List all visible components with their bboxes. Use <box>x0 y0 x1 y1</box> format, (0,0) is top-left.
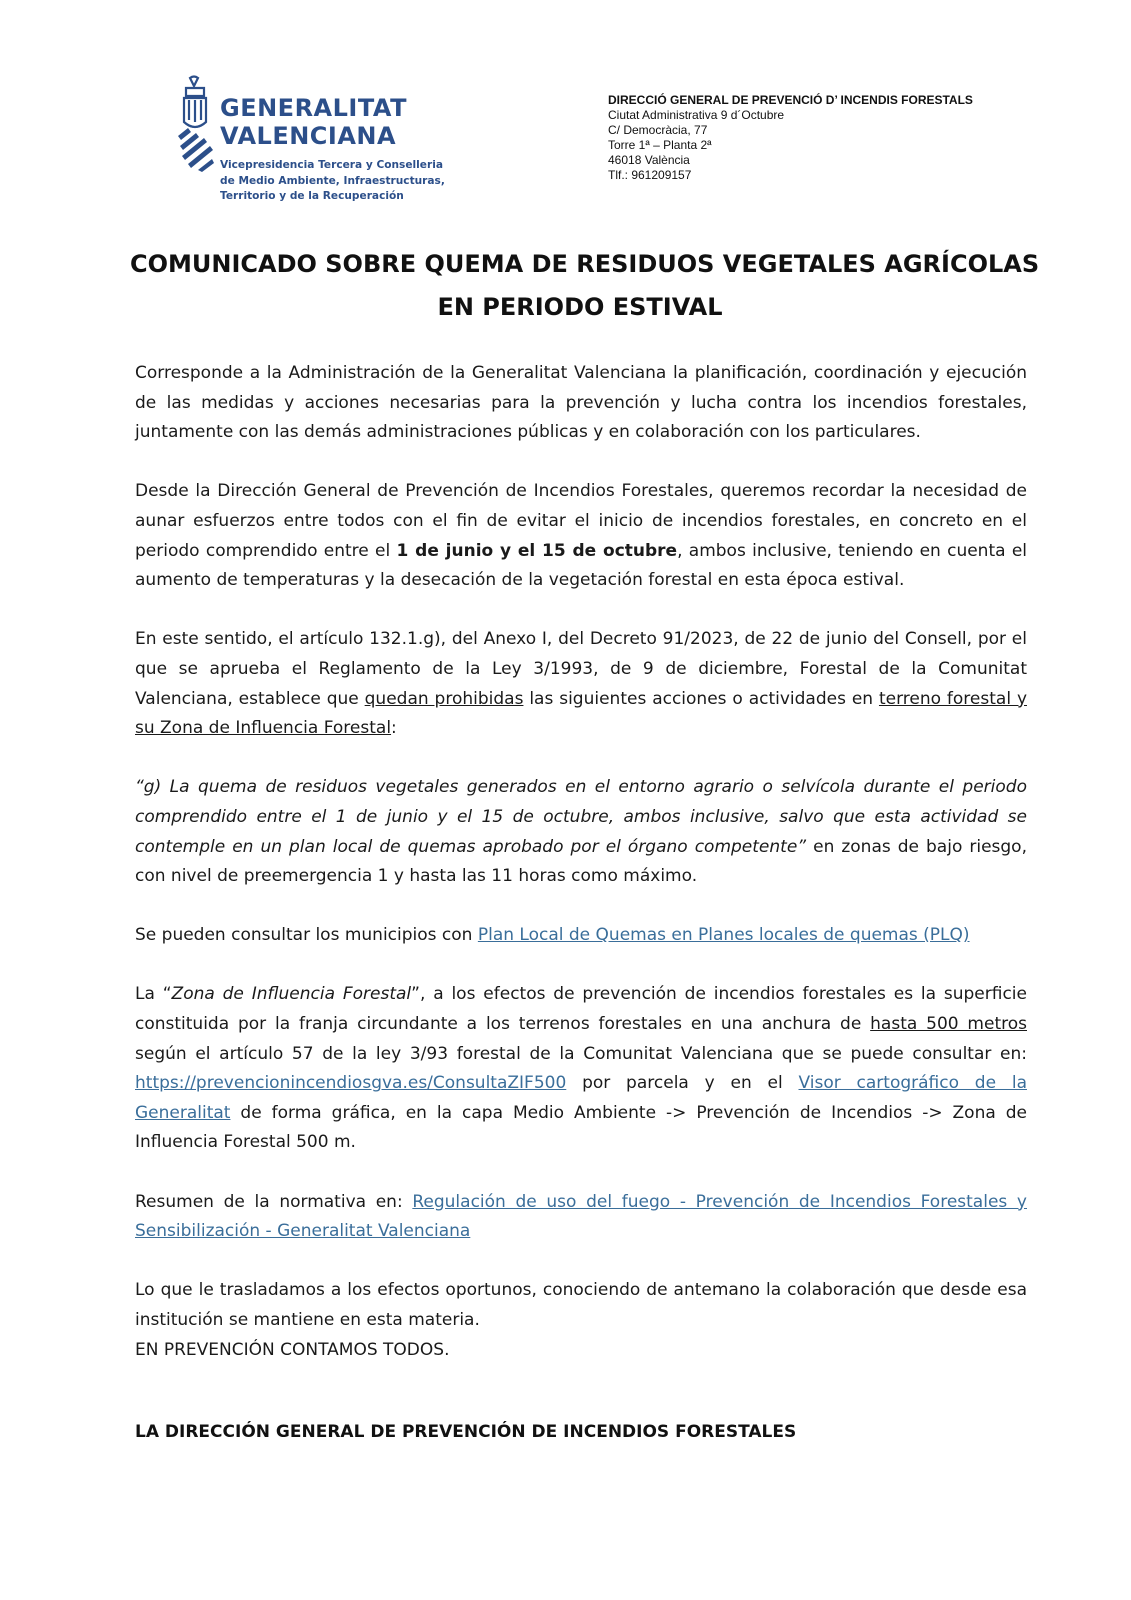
header-line5: Tlf.: 961209157 <box>608 168 692 182</box>
document-body <box>135 359 1027 1365</box>
paragraph-5 <box>135 921 1027 951</box>
logo-department <box>220 158 450 205</box>
p2-text-b: , ambos inclusive, teniendo en cuenta el aumento de temperaturas y la desecación de la vegetación forestal en esta época estival. <box>135 540 1028 591</box>
document-title <box>130 243 1040 329</box>
visor-cartografico-link[interactable]: Visor cartográfico de la Generalitat <box>135 1073 1027 1123</box>
p6-text-c: según el artículo 57 de la ley 3/93 forestal de la Comunitat Valenciana que se puede consultar en: <box>135 1043 1027 1064</box>
p3-underline-terreno: terreno forestal y su Zona de Influencia Forestal <box>135 688 1027 739</box>
paragraph-9: EN PREVENCIÓN CONTAMOS TODOS. <box>135 1339 450 1360</box>
p3-text-b: las siguientes acciones o actividades en <box>523 688 879 709</box>
regulacion-link[interactable]: Regulación de uso del fuego - Prevención de Incendios Forestales y Sensibilización - Generalitat Valenciana <box>135 1191 1027 1242</box>
logo-wordmark <box>220 94 407 150</box>
p2-text-a: Desde la Dirección General de Prevención de Incendios Forestales, queremos recordar la necesidad de aunar esfuerzos entre todos con el fin de evitar el inicio de incendios forestales, en concreto en el periodo comprendido entre el <box>135 481 1027 561</box>
p7-text: Resumen de la normativa en: <box>135 1191 413 1212</box>
header-line3: Torre 1ª – Planta 2ª <box>608 138 712 152</box>
p6-underline-500m: hasta 500 metros <box>870 1014 1027 1035</box>
paragraph-1: Corresponde a la Administración de la Generalitat Valenciana la planificación, coordinación y ejecución de las medidas y acciones necesarias para la prevención y lucha contra los incendios forestales, juntamente con las demás administraciones públicas y en colaboración con los particulares. <box>135 363 1027 443</box>
logo-name-line1: GENERALITAT <box>220 94 407 122</box>
header-line1: Ciutat Administrativa 9 d´Octubre <box>608 108 785 122</box>
signature: LA DIRECCIÓN GENERAL DE PREVENCIÓN DE INCENDIOS FORESTALES <box>135 1422 797 1442</box>
generalitat-logo <box>176 74 445 210</box>
logo-dept-line1: Vicepresidencia Tercera y Conselleria <box>220 159 443 171</box>
zif500-link[interactable]: https://prevencionincendiosgva.es/ConsultaZIF500 <box>135 1073 567 1094</box>
paragraph-6 <box>135 980 1027 1158</box>
header-address <box>608 93 973 183</box>
logo-dept-line3: Territorio y de la Recuperación <box>220 190 404 202</box>
generalitat-emblem-icon <box>176 74 214 174</box>
p4-quote: “g) La quema de residuos vegetales generados en el entorno agrario o selvícola durante el periodo comprendido entre el 1 de junio y el 15 de octubre, ambos inclusive, salvo que esta actividad se contemple en un plan local de quemas aprobado por el órgano competente” <box>135 777 1027 857</box>
logo-name-line2: VALENCIANA <box>220 122 397 150</box>
p5-text: Se pueden consultar los municipios con <box>135 925 478 946</box>
paragraph-7 <box>135 1188 1027 1247</box>
paragraph-2 <box>135 477 1027 595</box>
title-line2: EN PERIODO ESTIVAL <box>437 293 723 321</box>
paragraph-8: Lo que le trasladamos a los efectos oportunos, conociendo de antemano la colaboración que desde esa institución se mantiene en esta materia. <box>135 1280 1027 1330</box>
p3-underline-prohibidas: quedan prohibidas <box>364 688 524 709</box>
p6-italic: Zona de Influencia Forestal <box>171 984 412 1005</box>
header-line2: C/ Democràcia, 77 <box>608 123 708 137</box>
header-line4: 46018 València <box>608 153 690 167</box>
p4-rest: en zonas de bajo riesgo, con nivel de preemergencia 1 y hasta las 11 horas como máximo. <box>135 836 1027 887</box>
p3-text-c: : <box>391 718 397 739</box>
p3-text-a: En este sentido, el artículo 132.1.g), del Anexo I, del Decreto 91/2023, de 22 de junio del Consell, por el que se aprueba el Reglamento de la Ley 3/1993, de 9 de diciembre, Forestal de la Comunitat Valenciana, establece que <box>135 629 1027 709</box>
logo-dept-line2: de Medio Ambiente, Infraestructuras, <box>220 174 445 187</box>
p2-dates: 1 de junio y el 15 de octubre <box>396 540 678 561</box>
title-line1: COMUNICADO SOBRE QUEMA DE RESIDUOS VEGETALES AGRÍCOLAS <box>130 250 1040 278</box>
paragraph-4 <box>135 773 1027 891</box>
paragraph-3 <box>135 625 1027 743</box>
header-org: DIRECCIÓ GENERAL DE PREVENCIÓ D’ INCENDIS FORESTALS <box>608 93 973 107</box>
plq-link[interactable]: Plan Local de Quemas en Planes locales de quemas (PLQ) <box>477 925 970 946</box>
p6-text-a: La “ <box>135 984 172 1005</box>
p6-text-e: de forma gráfica, en la capa Medio Ambiente -> Prevención de Incendios -> Zona de Influencia Forestal 500 m. <box>135 1102 1027 1153</box>
p6-text-b: ”, a los efectos de prevención de incendios forestales es la superficie constituida por la franja circundante a los terrenos forestales en una anchura de <box>135 984 1027 1035</box>
p6-text-d: por parcela y en el <box>566 1073 799 1094</box>
